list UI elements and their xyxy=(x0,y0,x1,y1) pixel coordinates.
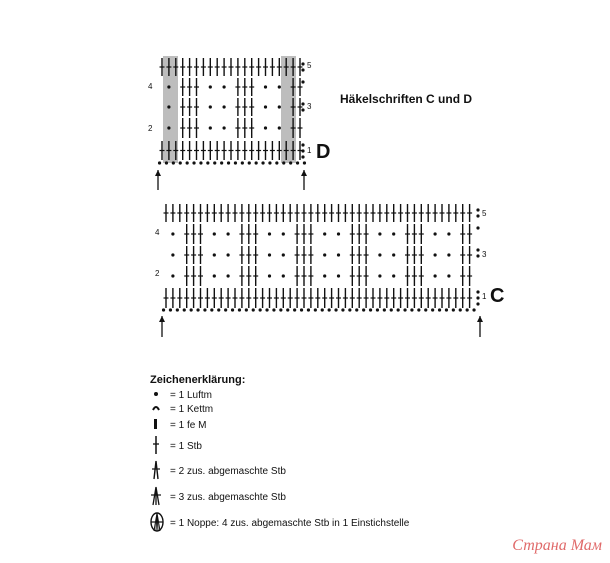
legend-item-luftm xyxy=(150,388,409,402)
chart-d-turn-6 xyxy=(301,149,304,152)
chart-c-row2-dot-15 xyxy=(268,253,271,256)
chart-c-chain-32 xyxy=(383,308,386,311)
chart-c-row2-dot-31 xyxy=(378,253,381,256)
row-number-c-left-2: 2 xyxy=(155,269,160,278)
chart-c-chain-38 xyxy=(424,308,427,311)
chart-c-chain-7 xyxy=(210,308,213,311)
chart-c-row3-dot-15 xyxy=(268,274,271,277)
chart-c-chain-12 xyxy=(245,308,248,311)
chart-d-chain-10 xyxy=(227,161,230,164)
chart-c-chain-10 xyxy=(231,308,234,311)
chart-d-chain-14 xyxy=(255,161,258,164)
legend-text-stb: = 1 Stb xyxy=(170,440,202,452)
chart-c-row1-dot-33 xyxy=(392,232,395,235)
chart-d-row1-dot-9 xyxy=(223,85,226,88)
chart-c-row1-dot-41 xyxy=(447,232,450,235)
chart-c-row2-dot-39 xyxy=(434,253,437,256)
chart-c-chain-18 xyxy=(286,308,289,311)
chart-c-chain-29 xyxy=(362,308,365,311)
chart-d-chain-19 xyxy=(289,161,292,164)
row-number-c-left-4: 4 xyxy=(155,228,160,237)
chart-c-chain-39 xyxy=(431,308,434,311)
chart-c-row1-dot-15 xyxy=(268,232,271,235)
chart-c-row3-dot-33 xyxy=(392,274,395,277)
chart-d-chain-8 xyxy=(213,161,216,164)
chart-c-row3-dot-7 xyxy=(213,274,216,277)
chart-c-chain-33 xyxy=(390,308,393,311)
chart-c-row3-dot-31 xyxy=(378,274,381,277)
chart-c-turn-6 xyxy=(476,296,479,299)
chart-c-chain-4 xyxy=(190,308,193,311)
cluster-3-icon xyxy=(150,485,168,510)
legend xyxy=(150,374,409,536)
chart-c-chain-44 xyxy=(466,308,469,311)
chart-d-chain-13 xyxy=(248,161,251,164)
chart-c-chain-21 xyxy=(307,308,310,311)
chart-d-chain-4 xyxy=(186,161,189,164)
legend-text-cluster-2: = 2 zus. abgemaschte Stb xyxy=(170,465,286,477)
chart-c-row2-dot-23 xyxy=(323,253,326,256)
noppe-icon xyxy=(150,511,168,536)
chart-c-chain-37 xyxy=(417,308,420,311)
chart-d-row1-dot-1 xyxy=(167,85,170,88)
chart-d-row2-dot-15 xyxy=(264,105,267,108)
chart-c-turn-1 xyxy=(476,214,479,217)
chart-d-row1-dot-17 xyxy=(278,85,281,88)
chart-d-chain-20 xyxy=(296,161,299,164)
chart-c-chain-45 xyxy=(472,308,475,311)
chart-d-chain-11 xyxy=(234,161,237,164)
legend-text-noppe: = 1 Noppe: 4 zus. abgemaschte Stb in 1 Einstichstelle xyxy=(170,517,410,529)
chart-c-chain-9 xyxy=(224,308,227,311)
legend-item-cluster-2 xyxy=(150,458,409,484)
chart-c-chain-26 xyxy=(341,308,344,311)
row-number-d-left-2: 2 xyxy=(148,124,153,133)
chart-c-row2-dot-9 xyxy=(227,253,230,256)
row-number-d-left-4: 4 xyxy=(148,82,153,91)
chart-d-turn-1 xyxy=(301,68,304,71)
legend-item-noppe xyxy=(150,510,409,536)
chart-c-row3-dot-39 xyxy=(434,274,437,277)
chart-c-turn-5 xyxy=(476,290,479,293)
chart-c-chain-28 xyxy=(355,308,358,311)
legend-text-kettm: = 1 Kettm xyxy=(170,403,214,415)
chart-d-chain-5 xyxy=(192,161,195,164)
chart-c-row3-dot-23 xyxy=(323,274,326,277)
chart-c-chain-2 xyxy=(176,308,179,311)
chart-c-chain-35 xyxy=(403,308,406,311)
chart-c-row1-dot-39 xyxy=(434,232,437,235)
chart-c-chain-19 xyxy=(293,308,296,311)
chart-d-row2-dot-1 xyxy=(167,105,170,108)
chart-c-row3-dot-1 xyxy=(171,274,174,277)
chart-d-row3-dot-7 xyxy=(209,126,212,129)
chart-d-row2-dot-7 xyxy=(209,105,212,108)
chart-d-turn-2 xyxy=(301,80,304,83)
chart-c-chain-31 xyxy=(376,308,379,311)
chart-c-chain-16 xyxy=(272,308,275,311)
chart-c-chain-22 xyxy=(314,308,317,311)
chart-c-chain-30 xyxy=(369,308,372,311)
row-number-d-right-1: 1 xyxy=(307,146,312,155)
legend-item-fe-m xyxy=(150,416,409,434)
chart-c-chain-13 xyxy=(252,308,255,311)
chart-c-row1-dot-17 xyxy=(282,232,285,235)
chart-c-chain-27 xyxy=(348,308,351,311)
chart-d-row3-dot-1 xyxy=(167,126,170,129)
chart-c-chain-5 xyxy=(196,308,199,311)
chart-d-turn-5 xyxy=(301,143,304,146)
chart-d-chain-1 xyxy=(165,161,168,164)
chart-d-arrowhead-1 xyxy=(301,170,307,176)
chart-d-turn-7 xyxy=(301,155,304,158)
chart-c-turn-0 xyxy=(476,208,479,211)
chart-c-row3-dot-41 xyxy=(447,274,450,277)
chart-d-chain-16 xyxy=(268,161,271,164)
chart-c-chain-23 xyxy=(321,308,324,311)
chart-c-chain-42 xyxy=(452,308,455,311)
chart-c-row2-dot-41 xyxy=(447,253,450,256)
chart-c-chain-17 xyxy=(279,308,282,311)
chart-c-row3-dot-17 xyxy=(282,274,285,277)
chart-c-row1-dot-1 xyxy=(171,232,174,235)
chart-c-chain-43 xyxy=(459,308,462,311)
chart-c-chain-24 xyxy=(328,308,331,311)
chart-d-chain-2 xyxy=(172,161,175,164)
chart-c-row2-dot-17 xyxy=(282,253,285,256)
chart-c-chain-14 xyxy=(259,308,262,311)
chart-d-chain-3 xyxy=(179,161,182,164)
chart-d-chain-9 xyxy=(220,161,223,164)
chart-d-row3-dot-15 xyxy=(264,126,267,129)
chart-c-row2-dot-33 xyxy=(392,253,395,256)
chart-c-turn-4 xyxy=(476,254,479,257)
chart-c-chain-40 xyxy=(438,308,441,311)
legend-item-stb xyxy=(150,434,409,458)
chart-c-chain-0 xyxy=(162,308,165,311)
chart-c-chain-34 xyxy=(397,308,400,311)
bar-icon xyxy=(150,416,168,435)
chart-c-turn-7 xyxy=(476,302,479,305)
chart-d-chain-21 xyxy=(303,161,306,164)
legend-text-luftm: = 1 Luftm xyxy=(170,389,212,401)
watermark: Страна Мам xyxy=(512,537,602,554)
chart-c-chain-6 xyxy=(203,308,206,311)
row-number-d-right-3: 3 xyxy=(307,102,312,111)
row-number-c-right-1: 1 xyxy=(482,292,487,301)
page-title: Häkelschriften C und D xyxy=(340,92,473,106)
chart-d-chain-18 xyxy=(282,161,285,164)
chart-d-chain-17 xyxy=(275,161,278,164)
chart-c-chain-3 xyxy=(183,308,186,311)
chart-d-row1-dot-15 xyxy=(264,85,267,88)
chart-c-turn-3 xyxy=(476,248,479,251)
chart-c-row2-dot-25 xyxy=(337,253,340,256)
row-number-c-right-5: 5 xyxy=(482,209,487,218)
chart-d-chain-6 xyxy=(199,161,202,164)
chart-c-row2-dot-1 xyxy=(171,253,174,256)
chart-d-turn-4 xyxy=(301,108,304,111)
legend-text-fe-m: = 1 fe M xyxy=(170,419,207,431)
chart-c-chain-1 xyxy=(169,308,172,311)
chart-d-row2-dot-9 xyxy=(223,105,226,108)
legend-heading: Zeichenerklärung: xyxy=(150,374,246,386)
chart-c-chain-36 xyxy=(410,308,413,311)
chart-c-row2-dot-7 xyxy=(213,253,216,256)
chart-d-row1-dot-7 xyxy=(209,85,212,88)
row-number-c-right-3: 3 xyxy=(482,250,487,259)
chart-c-chain-25 xyxy=(334,308,337,311)
chart-d-chain-12 xyxy=(241,161,244,164)
chart-c-label: C xyxy=(490,285,505,307)
chart-c-chain-11 xyxy=(238,308,241,311)
chart-c-row3-dot-9 xyxy=(227,274,230,277)
legend-text-cluster-3: = 3 zus. abgemaschte Stb xyxy=(170,491,286,503)
chart-c-row1-dot-9 xyxy=(227,232,230,235)
chart-d-chain-0 xyxy=(158,161,161,164)
chart-d-label: D xyxy=(316,141,331,163)
cluster-2-icon xyxy=(150,459,168,484)
chart-c-row1-dot-23 xyxy=(323,232,326,235)
stb-icon xyxy=(150,435,168,458)
chart-c-chain-8 xyxy=(217,308,220,311)
chart-c-arrowhead-1 xyxy=(477,316,483,322)
chart-d-chain-15 xyxy=(261,161,264,164)
row-number-d-right-5: 5 xyxy=(307,61,312,70)
chart-c-row1-dot-31 xyxy=(378,232,381,235)
chart-c-row1-dot-25 xyxy=(337,232,340,235)
chart-c-chain-15 xyxy=(265,308,268,311)
chart-c-turn-2 xyxy=(476,226,479,229)
chart-d-arrowhead-0 xyxy=(155,170,161,176)
chart-d-row3-dot-17 xyxy=(278,126,281,129)
chart-d-turn-3 xyxy=(301,102,304,105)
chart-c-chain-20 xyxy=(300,308,303,311)
chart-d-row2-dot-17 xyxy=(278,105,281,108)
chart-c-row3-dot-25 xyxy=(337,274,340,277)
chart-c-chain-41 xyxy=(445,308,448,311)
chart-d-chain-7 xyxy=(206,161,209,164)
legend-item-kettm xyxy=(150,402,409,416)
chart-d-turn-0 xyxy=(301,62,304,65)
chart-c-arrowhead-0 xyxy=(159,316,165,322)
chart-c-row1-dot-7 xyxy=(213,232,216,235)
legend-item-cluster-3 xyxy=(150,484,409,510)
chart-d-row3-dot-9 xyxy=(223,126,226,129)
